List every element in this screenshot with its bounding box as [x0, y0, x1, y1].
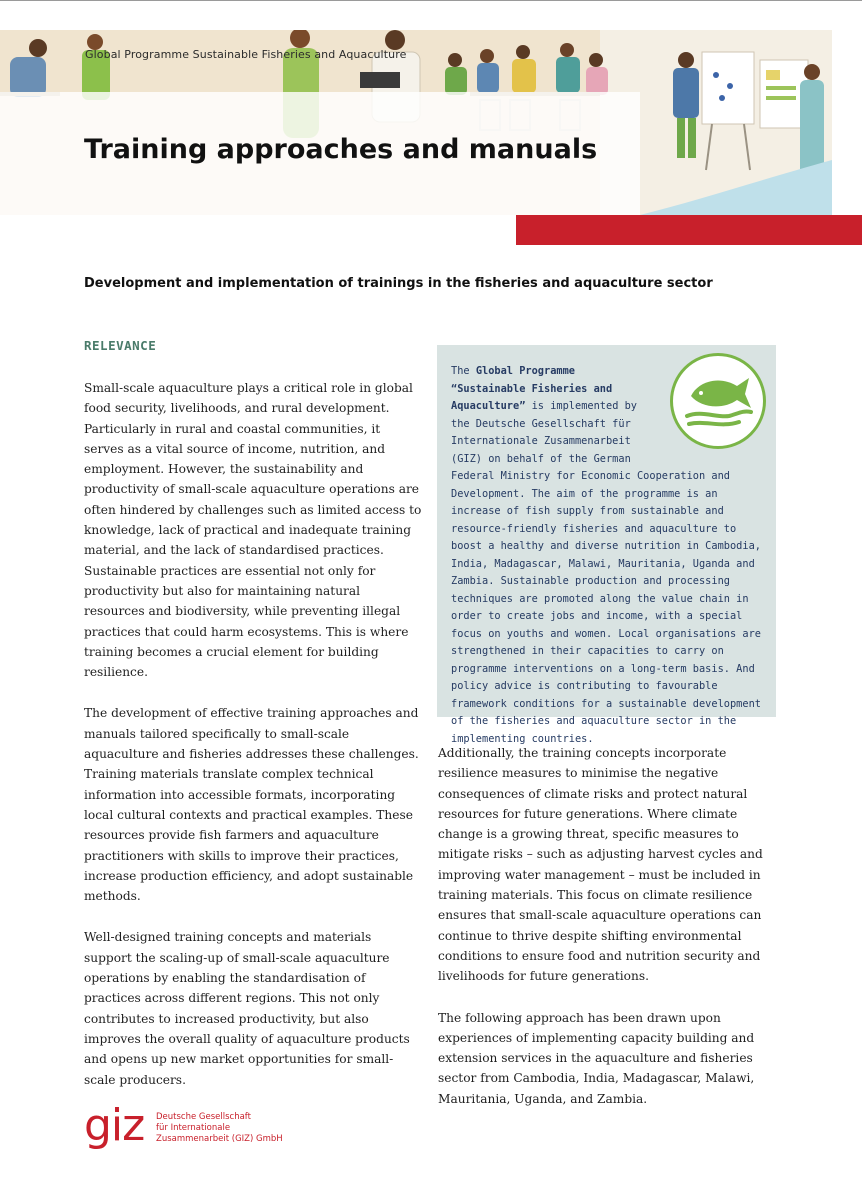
body-paragraph: Additionally, the training concepts incorporate resilience measures to minimise the negative consequences of climate risks and protect natural resources for future generations. Where climate change is a growing threat, specific measures to mitigate risks – such as adjusting harvest cycles and improving water management – must be included in training materials. This focus on climate resilience ensures that small-scale aquaculture operations can continue to thrive despite shifting environmental conditions to ensure food and nutrition security and livelihoods for future generations. [438, 746, 763, 984]
page-subtitle: Development and implementation of trainings in the fisheries and aquaculture sector [84, 276, 713, 291]
fish-hand-icon [681, 366, 757, 438]
giz-organisation-name [156, 1112, 296, 1145]
top-rule [0, 0, 862, 1]
page-title: Training approaches and manuals [84, 134, 598, 165]
body-paragraph: The following approach has been drawn upon experiences of implementing capacity building and extension services in the aquaculture and fisheries sector from Cambodia, India, Madagascar, Malawi, Mauritania, Uganda, and Zambia. [438, 1010, 755, 1106]
programme-label: Global Programme Sustainable Fisheries and Aquaculture [85, 48, 407, 61]
section-heading: RELEVANCE [84, 338, 157, 353]
info-intro: The [451, 365, 476, 377]
body-paragraph: Well-designed training concepts and materials support the scaling-up of small-scale aquaculture operations by enabling the standardisation of practices across different regions. This not only contributes to increased productivity, but also improves the overall quality of aquaculture products and opens up new market opportunities for small-scale producers. [84, 930, 410, 1087]
org-line: Zusammenarbeit (GIZ) GmbH [156, 1134, 283, 1144]
body-paragraph: The development of effective training approaches and manuals tailored specifically to small-scale aquaculture and fisheries addresses these challenges. Training materials translate complex technical information into accessible formats, incorporating local cultural contexts and practical examples. These resources provide fish farmers and aquaculture practitioners with skills to improve their practices, increase production efficiency, and adopt sustainable methods. [84, 706, 419, 904]
accent-bar [516, 215, 862, 245]
giz-wordmark: giz [84, 1100, 145, 1151]
org-line: für Internationale [156, 1123, 231, 1133]
info-programme-name: Global Programme “Sustainable Fisheries and Aquaculture” [451, 365, 613, 412]
body-paragraph: Small-scale aquaculture plays a critical role in global food security, livelihoods, and rural development. Particularly in rural and coastal communities, it serves as a vital source of income, nutrition, and employment. However, the sustainability and productivity of small-scale aquaculture operations are often hindered by challenges such as limited access to knowledge, lack of practical and inadequate training material, and the lack of standardised practices. Sustainable practices are essential not only for productivity but also for maintaining natural resources and biodiversity, while preventing illegal practices that could harm ecosystems. This is where training becomes a crucial element for building resilience. [84, 381, 422, 680]
org-line: Deutsche Gesellschaft [156, 1112, 251, 1122]
fish-in-hand-badge [670, 353, 766, 449]
left-column [84, 378, 422, 1111]
right-column [438, 743, 778, 1130]
info-body: is implemented by the Deutsche Gesellschaft für Internationale Zusammenarbeit (GIZ) on behalf of the German Federal Ministry for Economic Cooperation and Development. The aim of the programme is an increase of fish supply from sustainable and resource-friendly fisheries and aquaculture to boost a healthy and diverse nutrition in Cambodia, India, Madagascar, Malawi, Mauritania, Uganda and Zambia. Sustainable production and processing techniques are promoted along the value chain in order to create jobs and income, with a special focus on youths and women. Local organisations are strengthened in their capacities to carry on programme interventions on a long-term basis. And policy advice is contributing to favourable framework conditions for a sustainable development of the fisheries and aquaculture sector in the implementing countries. [451, 400, 761, 745]
